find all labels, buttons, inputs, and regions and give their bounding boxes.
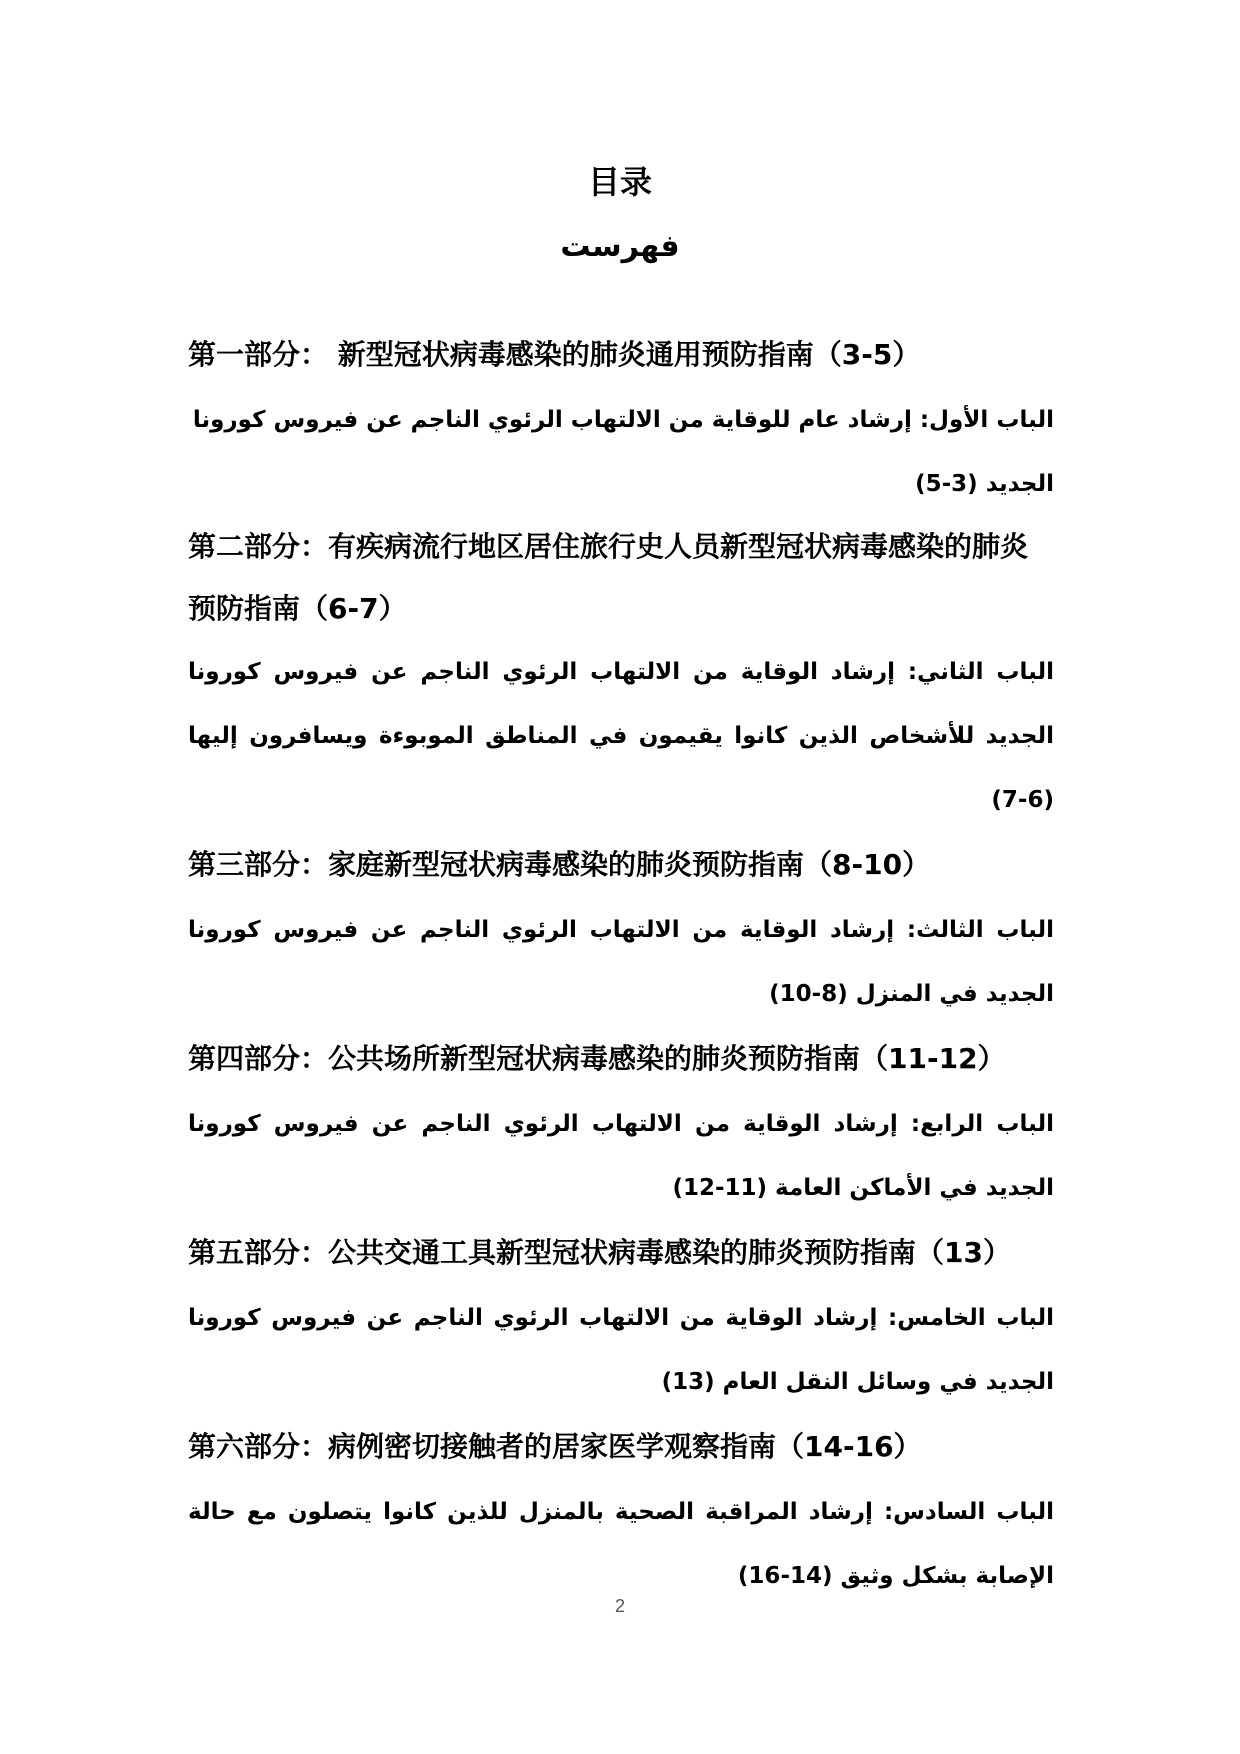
toc-heading-chinese: 第二部分：有疾病流行地区居住旅行史人员新型冠状病毒感染的肺炎预防指南（6-7） — [188, 530, 1029, 625]
toc-heading-arabic: الباب الأول: إرشاد عام للوقاية من الالتهاب الرئوي الناجم عن فيروس كورونا الجديد (3-5) — [192, 407, 1054, 497]
toc-heading-arabic: الباب الثالث: إرشاد الوقاية من الالتهاب الرئوي الناجم عن فيروس كورونا الجديد في المنزل (8-10) — [188, 917, 1054, 1007]
page-title-chinese: 目录 — [587, 163, 652, 201]
toc-heading-arabic: الباب الخامس: إرشاد الوقاية من الالتهاب الرئوي الناجم عن فيروس كورونا الجديد في وسائل النقل العام (13) — [188, 1305, 1054, 1395]
toc-entry-part-2 — [188, 516, 1054, 832]
table-of-contents — [188, 322, 1054, 1608]
toc-entry-part-4 — [188, 1026, 1054, 1220]
toc-heading-arabic: الباب الثاني: إرشاد الوقاية من الالتهاب الرئوي الناجم عن فيروس كورونا الجديد للأشخاص الذين كانوا يقيمون في المناطق الموبوءة ويسافرون إليها (6-7) — [188, 659, 1054, 813]
page-title-arabic: فهرست — [560, 229, 680, 264]
toc-heading-chinese: 第五部分：公共交通工具新型冠状病毒感染的肺炎预防指南（13） — [188, 1236, 1011, 1269]
toc-heading-chinese: 第六部分：病例密切接触者的居家医学观察指南（14-16） — [188, 1430, 922, 1463]
toc-heading-chinese: 第三部分：家庭新型冠状病毒感染的肺炎预防指南（8-10） — [188, 848, 931, 881]
toc-entry-part-6 — [188, 1414, 1054, 1608]
toc-heading-chinese: 第四部分：公共场所新型冠状病毒感染的肺炎预防指南（11-12） — [188, 1042, 1006, 1075]
toc-heading-arabic: الباب السادس: إرشاد المراقبة الصحية بالمنزل للذين كانوا يتصلون مع حالة الإصابة بشكل وثيق (14-16) — [188, 1499, 1054, 1589]
toc-heading-chinese: 第一部分： 新型冠状病毒感染的肺炎通用预防指南（3-5） — [188, 338, 921, 371]
toc-entry-part-3 — [188, 832, 1054, 1026]
page-number: 2 — [614, 1596, 625, 1616]
toc-entry-part-5 — [188, 1220, 1054, 1414]
toc-heading-arabic: الباب الرابع: إرشاد الوقاية من الالتهاب الرئوي الناجم عن فيروس كورونا الجديد في الأماكن العامة (11-12) — [188, 1111, 1054, 1201]
toc-entry-part-1 — [188, 322, 1054, 516]
